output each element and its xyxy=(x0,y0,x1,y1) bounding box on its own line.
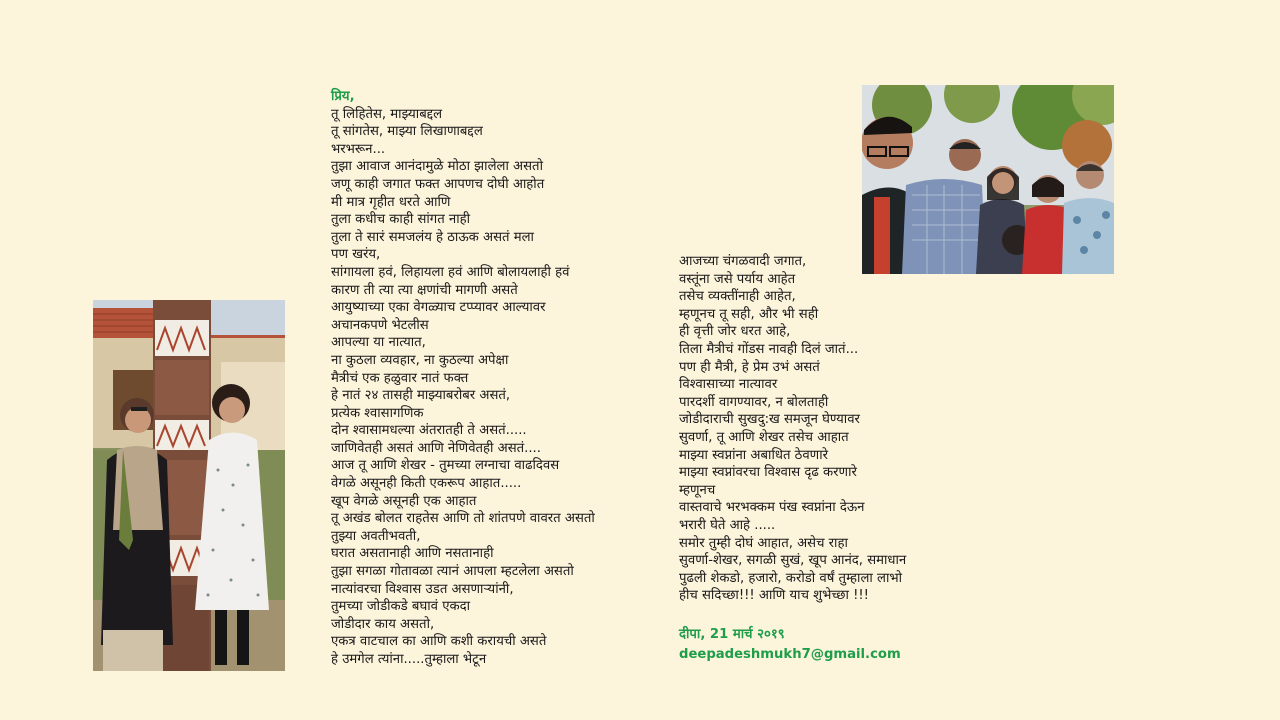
poem-line: तुझा सगळा गोतावळा त्यानं आपला म्हटलेला असतो xyxy=(331,564,574,580)
poem-line: पुढली शेकडो, हजारो, करोडो वर्षं तुम्हाला लाभो xyxy=(679,570,903,586)
poem-line: घरात असतानाही आणि नसतानाही xyxy=(331,546,494,562)
poem-line: वास्तवाचे भरभक्कम पंख स्वप्नांना देऊन xyxy=(679,500,865,516)
poem-line: पण ही मैत्री, हे प्रेम उभं असतं xyxy=(679,359,820,375)
signature-email[interactable]: deepadeshmukh7@gmail.com xyxy=(679,647,901,662)
poem-line: वस्तूंना जसे पर्याय आहेत xyxy=(679,271,796,287)
poem-line: आजच्या चंगळवादी जगात, xyxy=(679,254,807,269)
poem-line: आपल्या या नात्यात, xyxy=(331,335,426,351)
poem-line: खूप वेगळे असूनही एक आहात xyxy=(331,493,477,509)
poem-line: दोन श्वासामधल्या अंतरातही ते असतं..... xyxy=(331,423,527,439)
poem-line: पण खरंय, xyxy=(331,247,381,263)
poem-line: कारण ती त्या त्या क्षणांची मागणी असते xyxy=(331,282,518,298)
poem-line: माझ्या स्वप्नांवरचा विश्वास दृढ करणारे xyxy=(679,465,857,481)
photo-two-women-illustration xyxy=(93,300,285,671)
poem-line: ही वृत्ती जोर धरत आहे, xyxy=(679,324,791,340)
poem-line: जोडीदार काय असतो, xyxy=(331,616,435,632)
poem-line: एकत्र वाटचाल का आणि कशी करायची असते xyxy=(331,634,547,650)
poem-line: समोर तुम्ही दोघं आहात, असेच राहा xyxy=(679,535,848,551)
poem-line: प्रत्येक श्वासागणिक xyxy=(331,405,424,421)
poem-line: हे उमगेल त्यांना.....तुम्हाला भेटून xyxy=(331,652,487,667)
poem-line: तुला कधीच काही सांगत नाही xyxy=(331,212,471,228)
poem-line: आयुष्याच्या एका वेगळ्याच टप्प्यावर आल्यावर xyxy=(331,300,546,316)
photo-group-selfie xyxy=(862,85,1114,274)
letter-greeting: प्रिय, xyxy=(331,89,355,104)
poem-line: सांगायला हवं, लिहायला हवं आणि बोलायलाही हवं xyxy=(331,264,570,280)
poem-line: तसेच व्यक्तींनाही आहेत, xyxy=(679,289,796,305)
poem-line: भरभरून... xyxy=(331,141,386,157)
poem-line: तू अखंड बोलत राहतेस आणि तो शांतपणे वावरत असतो xyxy=(331,511,595,527)
poem-line: तू सांगतेस, माझ्या लिखाणाबद्दल xyxy=(331,124,483,140)
poem-line: विश्वासाच्या नात्यावर xyxy=(679,377,778,393)
poem-line: नात्यांवरचा विश्वास उडत असणाऱ्यांनी, xyxy=(331,581,514,597)
poem-line: माझ्या स्वप्नांना अबाधित ठेवणारे xyxy=(679,447,829,463)
poem-line: पारदर्शी वागण्यावर, न बोलताही xyxy=(679,394,829,410)
poem-line: अचानकपणे भेटलीस xyxy=(331,317,429,333)
poem-line: जणू काही जगात फक्त आपणच दोघी आहोत xyxy=(331,176,545,192)
poem-line: भरारी घेते आहे ..... xyxy=(679,517,776,533)
poem-line: हे नातं २४ तासही माझ्याबरोबर असतं, xyxy=(331,388,511,404)
poem-line: म्हणूनच तू सही, और भी सही xyxy=(679,306,819,322)
poem-line: म्हणूनच xyxy=(679,482,716,498)
letter-column-2 xyxy=(679,253,906,605)
poem-line: तुझ्या अवतीभवती, xyxy=(331,528,421,544)
poem-line: सुवर्णा, तू आणि शेखर तसेच आहात xyxy=(679,429,849,445)
poem-line: वेगळे असूनही किती एकरूप आहात..... xyxy=(331,476,522,492)
poem-line: जाणिवेतही असतं आणि नेणिवेतही असतं.... xyxy=(331,440,541,456)
poem-line: तू लिहितेस, माझ्याबद्दल xyxy=(331,106,443,122)
poem-line: तुझा आवाज आनंदामुळे मोठा झालेला असतो xyxy=(331,159,543,175)
signature-block xyxy=(679,625,901,665)
poem-line: मी मात्र गृहीत धरते आणि xyxy=(331,194,451,210)
poem-line: जोडीदाराची सुखदु:ख समजून घेण्यावर xyxy=(679,412,860,428)
poem-line: ना कुठला व्यवहार, ना कुठल्या अपेक्षा xyxy=(331,352,509,368)
poem-line: आज तू आणि शेखर - तुमच्या लग्नाचा वाढदिवस xyxy=(331,458,560,474)
photo-group-selfie-illustration xyxy=(862,85,1114,274)
poem-line: मैत्रीचं एक हळुवार नातं फक्त xyxy=(331,370,469,386)
poem-line: तिला मैत्रीचं गोंडस नावही दिलं जातं... xyxy=(679,341,859,357)
poem-line: हीच सदिच्छा!!! आणि याच शुभेच्छा !!! xyxy=(679,588,869,604)
poem-line: सुवर्णा-शेखर, सगळी सुखं, खूप आनंद, समाधान xyxy=(679,553,907,569)
letter-column-1 xyxy=(331,88,595,669)
poem-line: तुमच्या जोडीकडे बघावं एकदा xyxy=(331,599,471,615)
signature-name-date: दीपा, 21 मार्च २०१९ xyxy=(679,627,785,642)
poem-line: तुला ते सारं समजलंय हे ठाऊक असतं मला xyxy=(331,229,534,245)
photo-two-women xyxy=(93,300,285,671)
